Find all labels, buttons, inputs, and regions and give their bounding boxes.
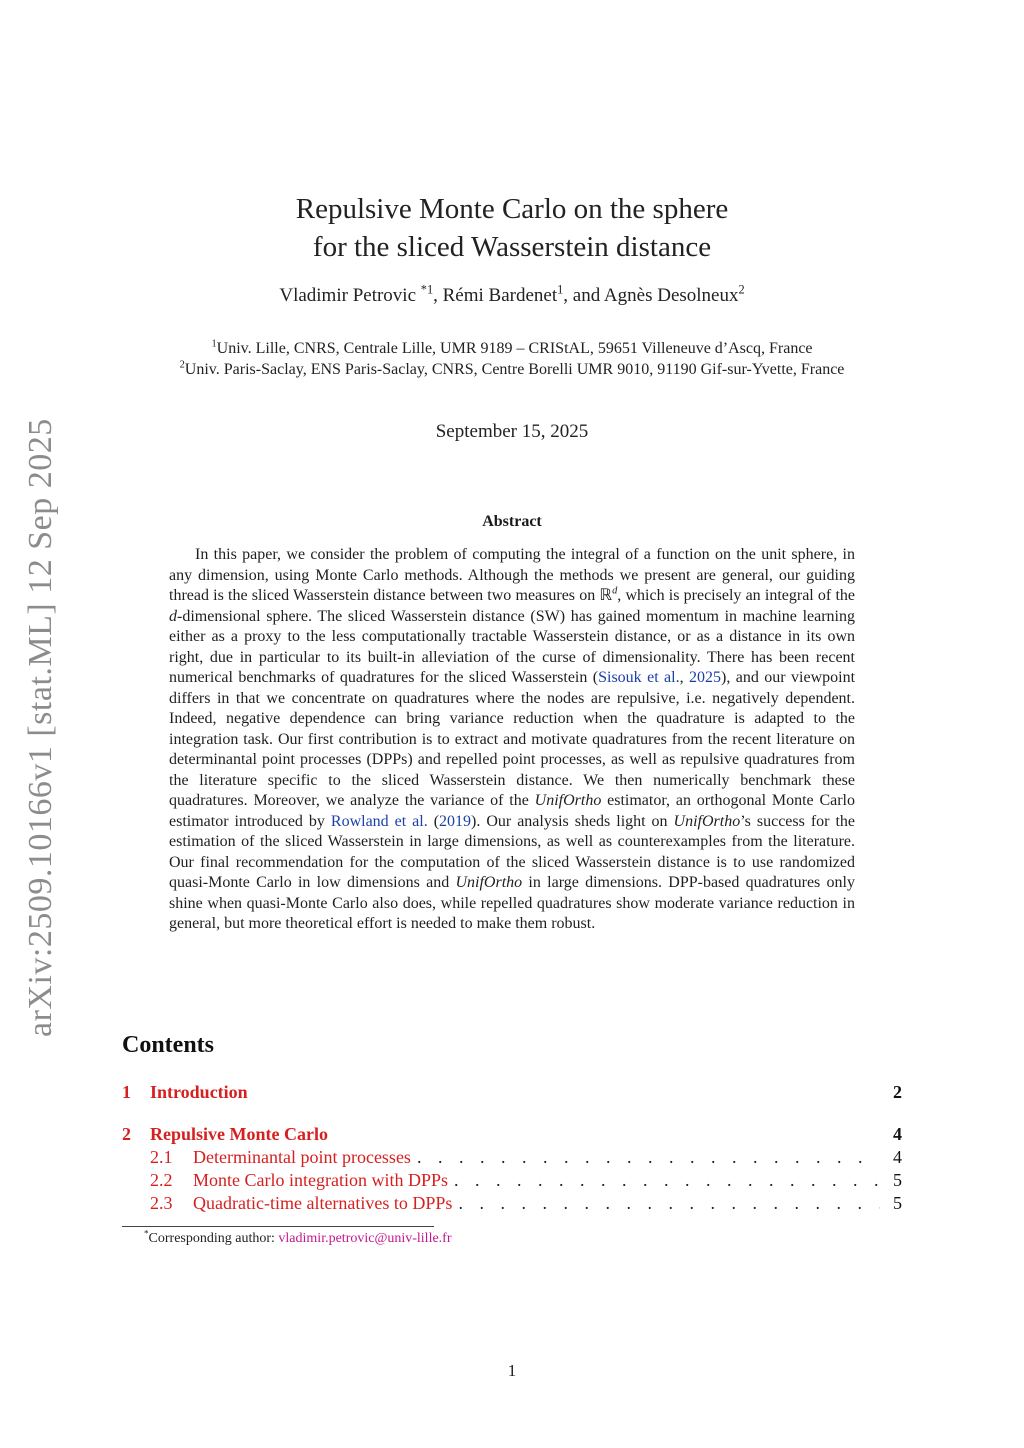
toc-label[interactable]: Monte Carlo integration with DPPs: [193, 1170, 448, 1190]
paper-title: [0, 190, 1024, 266]
author-name: Vladimir Petrovic: [279, 285, 417, 306]
toc-number: 2.1: [150, 1147, 173, 1167]
contents-heading: Contents: [122, 1032, 215, 1058]
citation-separator: ,: [679, 669, 690, 686]
abstract-text: In this paper, we consider the problem of computing the integral of a function on the unit sphere, in any dimension, using Monte Carlo methods. Although the methods we present are general, our guiding thread is the sliced Wasserstein distance between two measures on: [169, 546, 855, 604]
toc-label[interactable]: Determinantal point processes: [193, 1147, 411, 1167]
abstract-text: , which is precisely an integral of the: [617, 587, 855, 604]
title-line-2: for the sliced Wasserstein distance: [312, 231, 712, 263]
estimator-name: UnifOrtho: [673, 812, 741, 830]
author-name: Agnès Desolneux: [603, 285, 739, 306]
toc-number: 1: [122, 1082, 131, 1102]
author-separator: , and: [563, 285, 604, 306]
paper-date: September 15, 2025: [435, 421, 589, 442]
toc-label[interactable]: Quadratic-time alternatives to DPPs: [193, 1193, 453, 1213]
abstract-body: [169, 545, 855, 935]
arxiv-stamp: arXiv:2509.10166v1 [stat.ML] 12 Sep 2025: [22, 418, 59, 1037]
page-number: 1: [507, 1361, 517, 1380]
abstract-text: in large dimensions. DPP-based quadratures only shine when quasi-Monte Carlo also does, while repelled quadratures show moderate variance reduction in general, but more theoretical effort is needed to make them robust.: [169, 874, 855, 932]
affiliation-line: [0, 359, 1024, 380]
toc-dot-leader: [458, 1192, 880, 1215]
toc-number: 2.3: [150, 1193, 173, 1213]
toc-entry-quadratic-time-alternatives[interactable]: [122, 1192, 902, 1215]
estimator-name: UnifOrtho: [455, 874, 523, 891]
abstract-text: -dimensional sphere. The sliced Wasserstein distance (SW) has gained momentum in machine learning either as a proxy to the less computationally tractable Wasserstein distance, or as a distance in its own right, due in particular to its built-in alleviation of the curse of dimensionality. There has been recent numerical benchmarks of quadratures for the sliced Wasserstein (: [169, 607, 855, 686]
toc-number: 2: [122, 1124, 131, 1144]
author-separator: ,: [433, 285, 443, 306]
toc-page-number: 5: [893, 1170, 902, 1190]
toc-page-number: 4: [893, 1124, 902, 1144]
toc-entry-introduction[interactable]: [122, 1081, 902, 1104]
abstract-text: estimator, an orthogonal Monte Carlo estimator introduced by: [169, 792, 856, 830]
toc-label[interactable]: Introduction: [150, 1082, 248, 1102]
abstract-text: ’s success for the estimation of the sliced Wasserstein in large dimensions, as well as counterexamples from the literature. Our final recommendation for the computation of the sliced Wasserstein distance is to use randomized quasi-Monte Carlo in low dimensions and: [169, 812, 856, 891]
table-of-contents: [122, 1081, 902, 1215]
math-reals: ℝ: [599, 587, 613, 604]
author-list: [0, 282, 1024, 307]
affiliation-mark: 2: [179, 359, 185, 371]
estimator-name: UnifOrtho: [534, 792, 602, 809]
affiliation-text: Univ. Paris-Saclay, ENS Paris-Saclay, CNRS, Centre Borelli UMR 9010, 91190 Gif-sur-Yvette, France: [184, 361, 845, 378]
toc-entry-repulsive-monte-carlo[interactable]: [122, 1123, 902, 1146]
author-affil-mark: 2: [738, 282, 745, 297]
abstract-text: ), and our viewpoint differs in that we concentrate on quadratures where the nodes are repulsive, i.e. negatively dependent. Indeed, negative dependence can bring variance reduction when the quadrature is adapted to the integration task. Our first contribution is to extract and motivate quadratures from the recent literature on determinantal point processes (DPPs) and repelled point processes, as well as repulsive quadratures from the literature specific to the sliced Wasserstein distance. We then numerically benchmark these quadratures. Moreover, we analyze the variance of the: [169, 669, 856, 809]
affiliation-text: Univ. Lille, CNRS, Centrale Lille, UMR 9189 – CRIStAL, 59651 Villeneuve d’Ascq, France: [216, 340, 813, 357]
footnote-text: Corresponding author:: [148, 1231, 279, 1246]
footnote: [144, 1228, 452, 1247]
author-name: Rémi Bardenet: [442, 285, 558, 306]
citation-link[interactable]: Sisouk et al.: [598, 669, 680, 686]
affiliation-mark: 1: [211, 338, 217, 350]
toc-entry-determinantal-point-processes[interactable]: [122, 1146, 902, 1169]
title-line-1: Repulsive Monte Carlo on the sphere: [295, 193, 729, 225]
footnote-mark: *: [144, 1228, 149, 1239]
citation-year-link[interactable]: 2025: [689, 669, 722, 686]
toc-label[interactable]: Repulsive Monte Carlo: [150, 1124, 328, 1144]
math-dimension: d: [169, 607, 177, 625]
author-affil-mark: *1: [420, 282, 434, 297]
footnote-rule: [122, 1226, 434, 1227]
toc-dot-leader: [417, 1146, 880, 1169]
abstract-heading: Abstract: [482, 513, 542, 530]
toc-entry-monte-carlo-integration[interactable]: [122, 1169, 902, 1192]
author-affil-mark: 1: [557, 282, 564, 297]
affiliations: [0, 338, 1024, 380]
toc-number: 2.2: [150, 1170, 173, 1190]
affiliation-line: [0, 338, 1024, 359]
math-dimension: d: [612, 585, 618, 597]
toc-page-number: 4: [893, 1147, 902, 1167]
corresponding-email-link[interactable]: vladimir.petrovic@univ-lille.fr: [278, 1231, 452, 1246]
citation-link[interactable]: Rowland et al.: [330, 812, 428, 830]
toc-dot-leader: [454, 1169, 880, 1192]
citation-year-link[interactable]: 2019: [439, 812, 472, 830]
citation-separator: (: [427, 812, 440, 830]
abstract-text: ). Our analysis sheds light on: [471, 812, 674, 830]
toc-page-number: 5: [893, 1193, 902, 1213]
toc-page-number: 2: [893, 1082, 902, 1102]
